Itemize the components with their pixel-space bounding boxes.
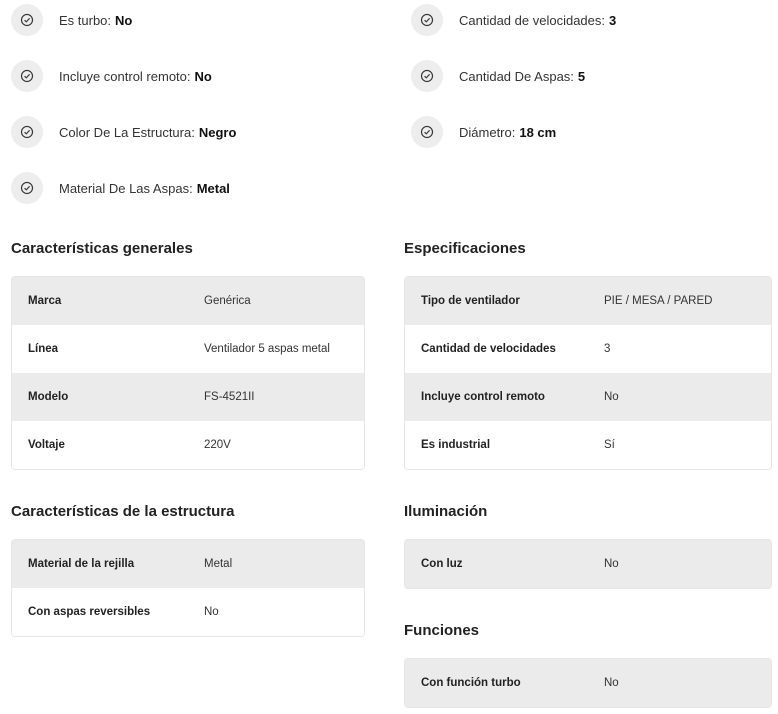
section-title-especificaciones: Especificaciones [404,240,526,257]
highlight-label: Cantidad de velocidades: [459,12,605,28]
section-title-estructura: Características de la estructura [11,503,235,520]
table-especificaciones [404,276,772,470]
row-key: Es industrial [421,439,491,451]
row-value: Metal [204,558,233,570]
row-value: No [204,606,219,618]
row-value: Genérica [204,295,251,307]
section-title-iluminacion: Iluminación [404,503,488,520]
row-key: Voltaje [28,439,65,451]
highlight-item [411,4,616,36]
check-circle-icon [411,60,443,92]
highlight-value: 18 cm [519,124,557,140]
check-circle-icon [11,172,43,204]
highlight-label: Incluye control remoto: [59,68,191,84]
row-key: Con función turbo [421,677,521,689]
highlight-value: No [115,12,133,28]
row-value: No [604,558,619,570]
table-funciones [404,658,772,708]
highlight-label: Color De La Estructura: [59,124,195,140]
table-row [12,588,364,636]
table-row [12,540,364,588]
table-row [405,421,771,469]
table-row [405,277,771,325]
highlight-label: Diámetro: [459,124,516,140]
row-value: FS-4521II [204,391,255,403]
highlight-value: No [194,68,212,84]
check-circle-icon [11,4,43,36]
table-estructura [11,539,365,637]
table-row [12,421,364,469]
table-row [12,277,364,325]
table-row [405,325,771,373]
row-key: Con luz [421,558,463,570]
row-key: Línea [28,343,59,355]
row-value: Ventilador 5 aspas metal [204,343,330,355]
highlight-item [411,60,585,92]
check-circle-icon [11,116,43,148]
highlight-value: 3 [609,12,617,28]
highlight-value: Metal [196,180,230,196]
row-value: No [604,677,619,689]
table-row [405,373,771,421]
row-value: No [604,391,619,403]
row-key: Tipo de ventilador [421,295,520,307]
highlight-item [11,116,236,148]
table-generales [11,276,365,470]
highlight-value: 5 [577,68,586,84]
highlight-item [11,172,230,204]
highlight-item [411,116,556,148]
highlight-value: Negro [198,124,237,140]
check-circle-icon [11,60,43,92]
row-key: Con aspas reversibles [28,606,151,618]
section-title-funciones: Funciones [404,622,480,639]
row-value: 3 [604,343,611,355]
row-value: 220V [204,439,231,451]
table-row [12,325,364,373]
highlight-label: Es turbo: [59,12,112,28]
highlight-item [11,4,132,36]
row-key: Cantidad de velocidades [421,343,556,355]
check-circle-icon [411,116,443,148]
highlight-item [11,60,212,92]
table-row [405,659,771,707]
row-key: Marca [28,295,62,307]
row-key: Material de la rejilla [28,558,135,570]
row-value: PIE / MESA / PARED [604,295,713,307]
table-iluminacion [404,539,772,589]
table-row [405,540,771,588]
highlight-label: Cantidad De Aspas: [459,68,574,84]
check-circle-icon [411,4,443,36]
section-title-generales: Características generales [11,240,193,257]
table-row [12,373,364,421]
row-key: Incluye control remoto [421,391,545,403]
row-key: Modelo [28,391,69,403]
highlight-label: Material De Las Aspas: [59,180,193,196]
row-value: Sí [604,439,615,451]
